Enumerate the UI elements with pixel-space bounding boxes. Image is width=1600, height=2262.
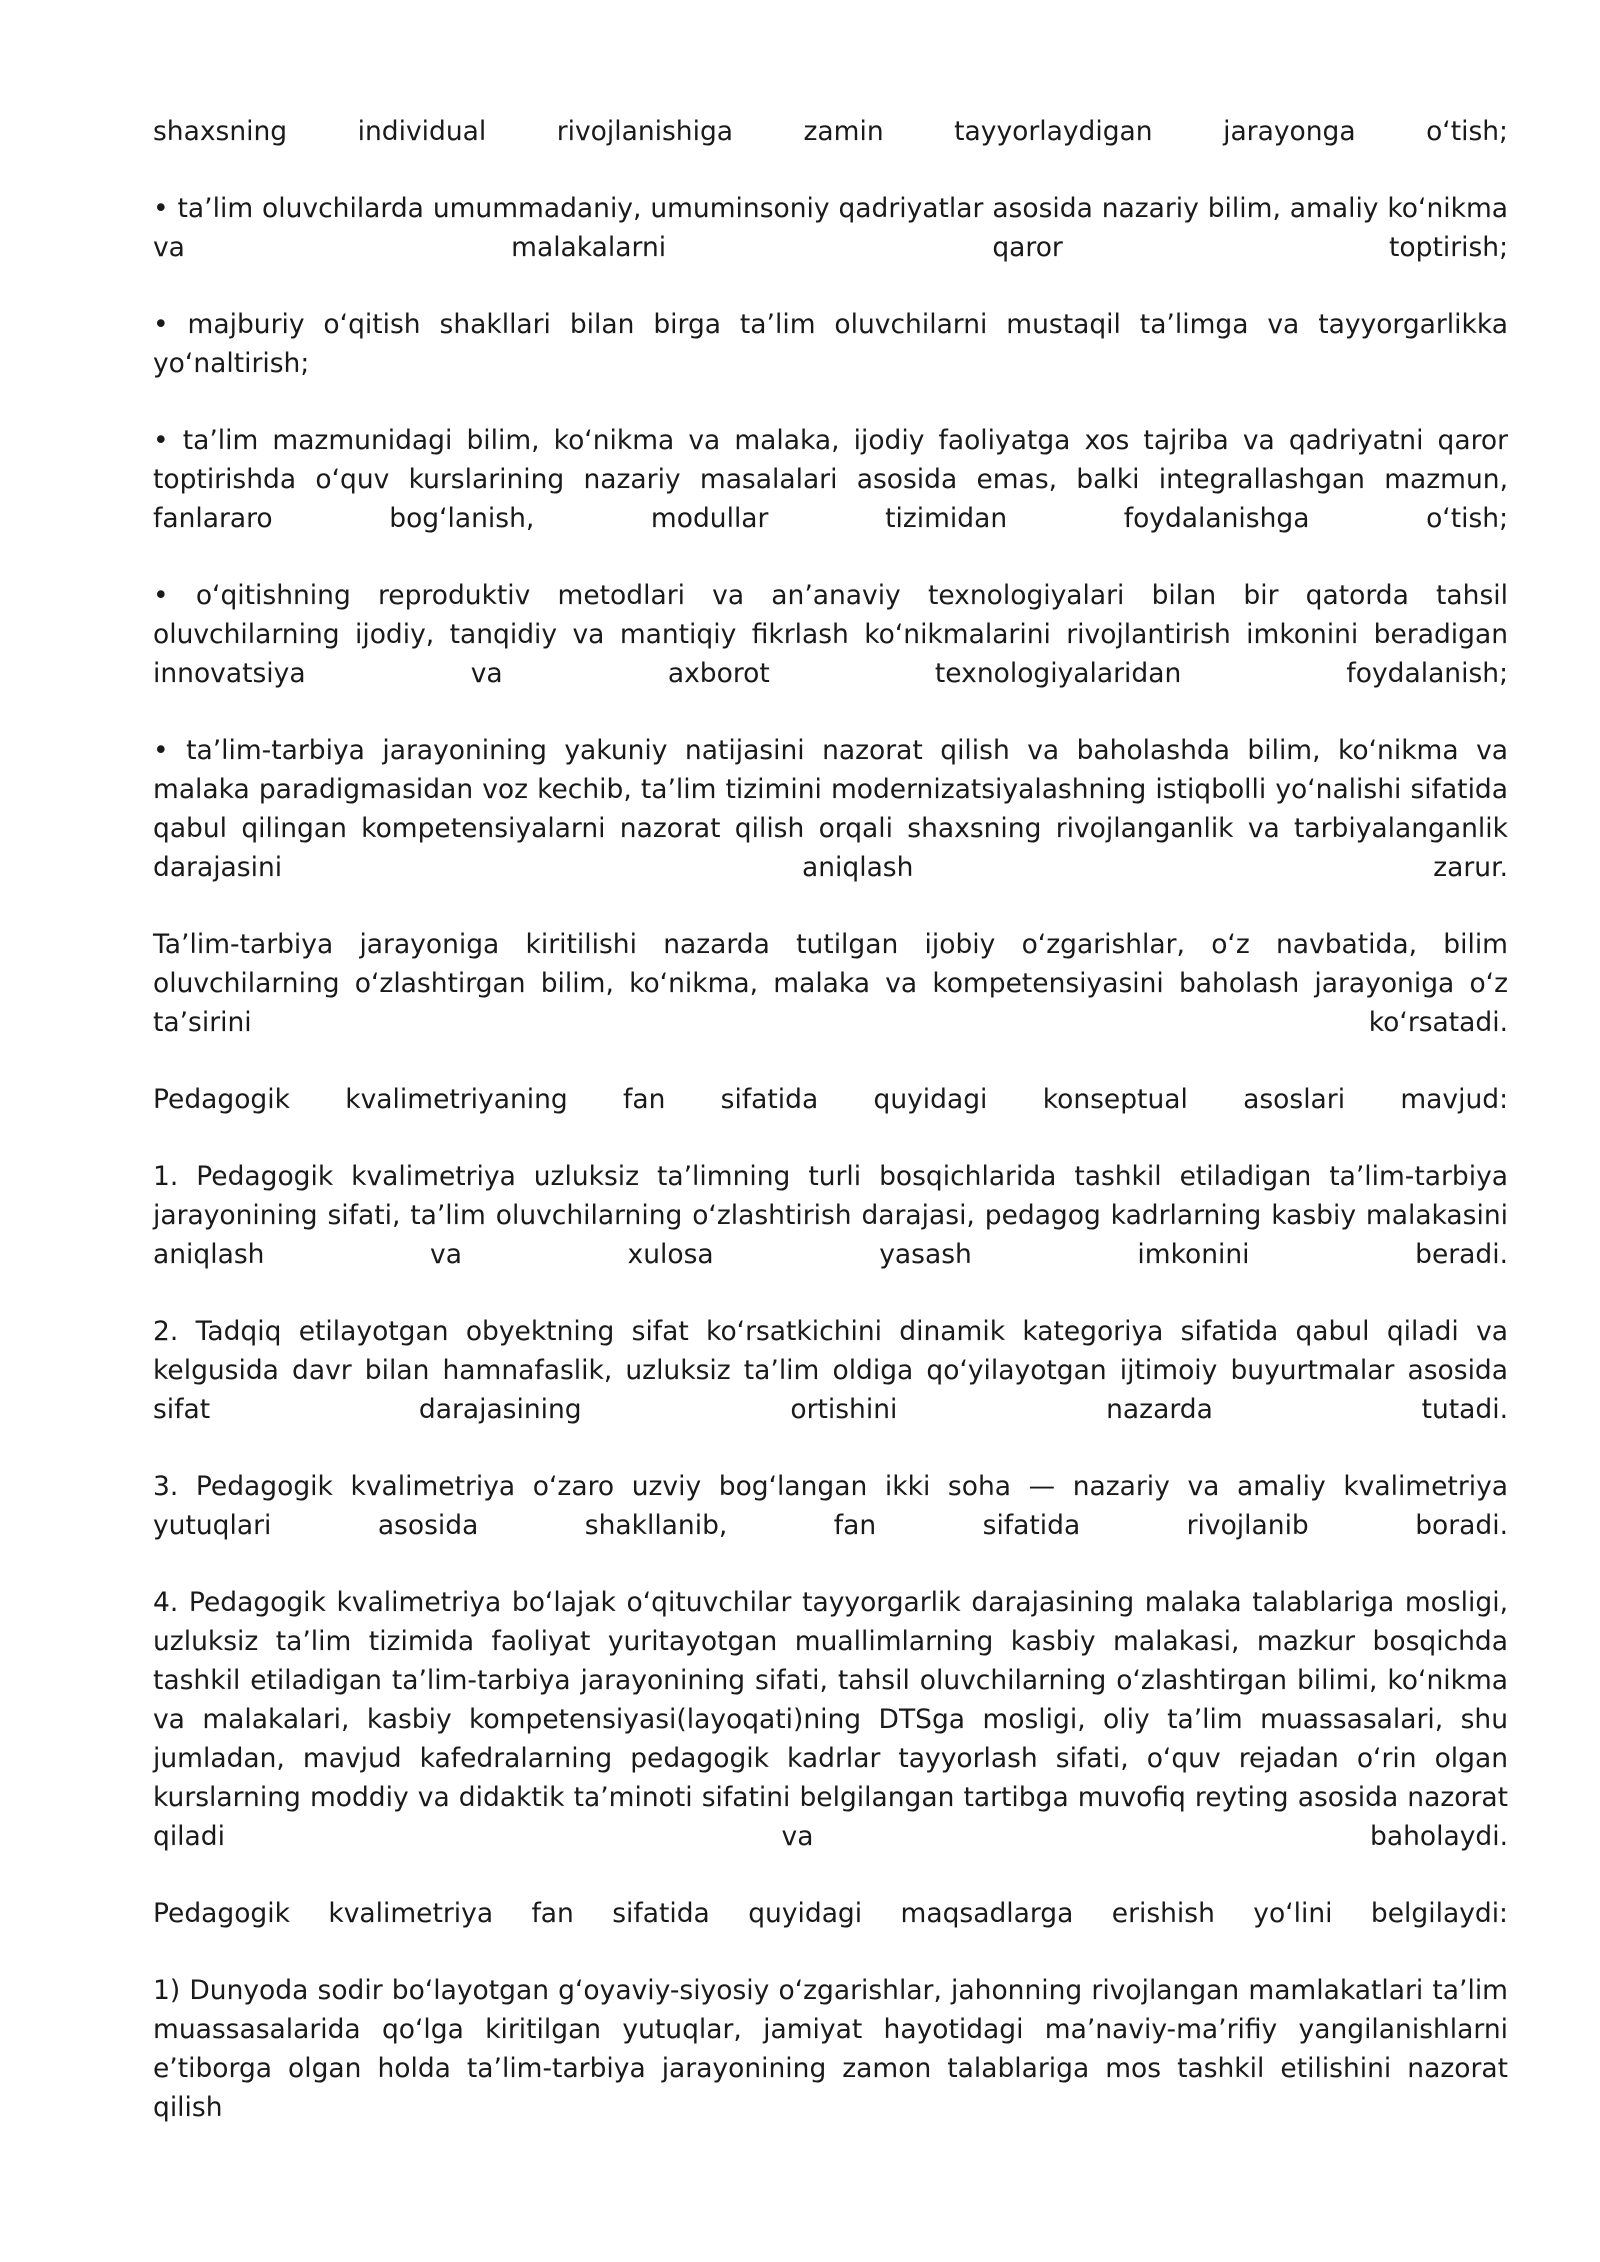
- paragraph-7: Ta’lim-tarbiya jarayoniga kiritilishi nazarda tutilgan ijobiy o‘zgarishlar, o‘z navbatida, bilim oluvchilarning o‘zlashtirgan bilim, ko‘nikma, malaka va kompetensiyasini baholash jarayoniga o‘z ta’sirini ko‘rsatadi.: [153, 929, 1508, 1038]
- paragraph-10: 2. Tadqiq etilayotgan obyektning sifat ko‘rsatkichini dinamik kategoriya sifatida qabul qiladi va kelgusida davr bilan hamnafaslik, uzluksiz ta’lim oldiga qo‘yilayotgan ijtimoiy buyurtmalar asosida sifat darajasining ortishini nazarda tutadi.: [153, 1316, 1508, 1425]
- paragraph-2: • ta’lim oluvchilarda umummadaniy, umuminsoniy qadriyatlar asosida nazariy bilim, amaliy ko‘nikma va malakalarni qaror toptirish;: [153, 193, 1508, 263]
- paragraph-13: Pedagogik kvalimetriya fan sifatida quyidagi maqsadlarga erishish yo‘lini belgilaydi:: [153, 1898, 1508, 1929]
- paragraph-5: • o‘qitishning reproduktiv metodlari va an’anaviy texnologiyalari bilan bir qatorda tahsil oluvchilarning ijodiy, tanqidiy va mantiqiy fikrlash ko‘nikmalarini rivojlantirish imkonini beradigan innovatsiya va axborot texnologiyalaridan foydalanish;: [153, 580, 1508, 689]
- paragraph-1: shaxsning individual rivojlanishiga zamin tayyorlaydigan jarayonga o‘tish;: [153, 116, 1508, 147]
- paragraph-3: • majburiy o‘qitish shakllari bilan birga ta’lim oluvchilarni mustaqil ta’limga va tayyorgarlikka yo‘naltirish;: [153, 309, 1508, 379]
- paragraph-6: • ta’lim-tarbiya jarayonining yakuniy natijasini nazorat qilish va baholashda bilim, ko‘nikma va malaka paradigmasidan voz kechib, ta’lim tizimini modernizatsiyalashning istiqbolli yo‘nalishi sifatida qabul qilingan kompetensiyalarni nazorat qilish orqali shaxsning rivojlanganlik va tarbiyalanganlik darajasini aniqlash zarur.: [153, 735, 1508, 883]
- paragraph-11: 3. Pedagogik kvalimetriya o‘zaro uzviy bog‘langan ikki soha — nazariy va amaliy kvalimetriya yutuqlari asosida shakllanib, fan sifatida rivojlanib boradi.: [153, 1471, 1508, 1541]
- paragraph-14: 1) Dunyoda sodir bo‘layotgan g‘oyaviy-siyosiy o‘zgarishlar, jahonning rivojlangan mamlakatlari ta’lim muassasalarida qo‘lga kiritilgan yutuqlar, jamiyat hayotidagi ma’naviy-ma’rifiy yangilanishlarni e’tiborga olgan holda ta’lim-tarbiya jarayonining zamon talablariga mos tashkil etilishini nazorat qilish: [153, 1975, 1508, 2123]
- document-page: [153, 112, 1508, 2165]
- paragraph-4: • ta’lim mazmunidagi bilim, ko‘nikma va malaka, ijodiy faoliyatga xos tajriba va qadriyatni qaror toptirishda o‘quv kurslarining nazariy masalalari asosida emas, balki integrallashgan mazmun, fanlararo bog‘lanish, modullar tizimidan foydalanishga o‘tish;: [153, 425, 1508, 534]
- paragraph-8: Pedagogik kvalimetriyaning fan sifatida quyidagi konseptual asoslari mavjud:: [153, 1084, 1508, 1115]
- paragraph-9: 1. Pedagogik kvalimetriya uzluksiz ta’limning turli bosqichlarida tashkil etiladigan ta’lim-tarbiya jarayonining sifati, ta’lim oluvchilarning o‘zlashtirish darajasi, pedagog kadrlarning kasbiy malakasini aniqlash va xulosa yasash imkonini beradi.: [153, 1161, 1508, 1270]
- paragraph-12: 4. Pedagogik kvalimetriya bo‘lajak o‘qituvchilar tayyorgarlik darajasining malaka talablariga mosligi, uzluksiz ta’lim tizimida faoliyat yuritayotgan muallimlarning kasbiy malakasi, mazkur bosqichda tashkil etiladigan ta’lim-tarbiya jarayonining sifati, tahsil oluvchilarning o‘zlashtirgan bilimi, ko‘nikma va malakalari, kasbiy kompetensiyasi(layoqati)ning DTSga mosligi, oliy ta’lim muassasalari, shu jumladan, mavjud kafedralarning pedagogik kadrlar tayyorlash sifati, o‘quv rejadan o‘rin olgan kurslarning moddiy va didaktik ta’minoti sifatini belgilangan tartibga muvofiq reyting asosida nazorat qiladi va baholaydi.: [153, 1587, 1508, 1852]
